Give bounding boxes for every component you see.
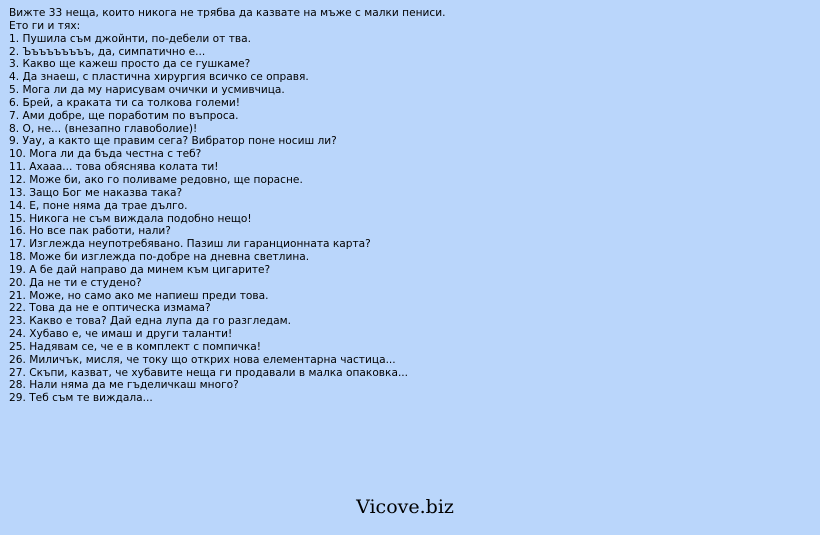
list-item: 23. Какво е това? Дай една лупа да го разгледам.: [9, 315, 291, 328]
list-item: 1. Пушила съм джойнти, по-дебели от тва.: [9, 32, 251, 45]
list-item: 8. О, не... (внезапно главоболие)!: [9, 122, 198, 135]
joke-text-block: [9, 7, 809, 405]
list-item: 2. Ъъъъъъъъъ, да, симпатично е...: [9, 45, 206, 58]
list-item: 24. Хубаво е, че имаш и други таланти!: [9, 328, 233, 341]
site-watermark: Vicove.biz: [356, 496, 454, 518]
list-item: 12. Може би, ако го поливаме редовно, ще порасне.: [9, 173, 303, 186]
list-item: 3. Какво ще кажеш просто да се гушкаме?: [9, 58, 251, 71]
list-item: 26. Миличък, мисля, че току що открих нова елементарна частица...: [9, 353, 396, 366]
list-item: 27. Скъпи, казват, че хубавите неща ги продавали в малка опаковка...: [9, 366, 409, 379]
intro-heading: Вижте 33 неща, които никога не трябва да казвате на мъже с малки пениси.: [9, 7, 446, 19]
list-item: 17. Изглежда неупотребявано. Пазиш ли гаранционната карта?: [9, 238, 371, 251]
list-item: 25. Надявам се, че е в комплект с помпичка!: [9, 340, 262, 353]
list-item: 29. Теб съм те виждала...: [9, 392, 153, 405]
list-item: 6. Брей, а краката ти са толкова големи!: [9, 96, 240, 109]
list-item: 19. А бе дай направо да минем към цигарите?: [9, 263, 271, 276]
list-item: 20. Да не ти е студено?: [9, 276, 142, 289]
list-item: 5. Мога ли да му нарисувам очички и усмивчица.: [9, 84, 285, 97]
list-item: 28. Нали няма да ме гъделичкаш много?: [9, 379, 239, 392]
list-item: 22. Това да не е оптическа измама?: [9, 302, 211, 315]
joke-list: [9, 33, 809, 405]
intro-subheading: Ето ги и тях:: [9, 19, 81, 32]
list-item: 9. Уау, а както ще правим сега? Вибратор поне носиш ли?: [9, 135, 337, 148]
list-item: 18. Може би изглежда по-добре на дневна светлина.: [9, 251, 310, 264]
list-item: 7. Ами добре, ще поработим по въпроса.: [9, 109, 239, 122]
list-item: 13. Защо Бог ме наказва така?: [9, 186, 183, 199]
list-item: 14. Е, поне няма да трае дълго.: [9, 199, 188, 212]
list-item: 11. Ахааа... това обяснява колата ти!: [9, 161, 219, 174]
list-item: 4. Да знаеш, с пластична хирургия всичко се оправя.: [9, 71, 309, 84]
list-item: 21. Може, но само ако ме напиеш преди това.: [9, 289, 269, 302]
list-item: 10. Мога ли да бъда честна с теб?: [9, 148, 202, 161]
list-item: 16. Но все пак работи, нали?: [9, 225, 171, 238]
list-item: 15. Никога не съм виждала подобно нещо!: [9, 212, 252, 225]
